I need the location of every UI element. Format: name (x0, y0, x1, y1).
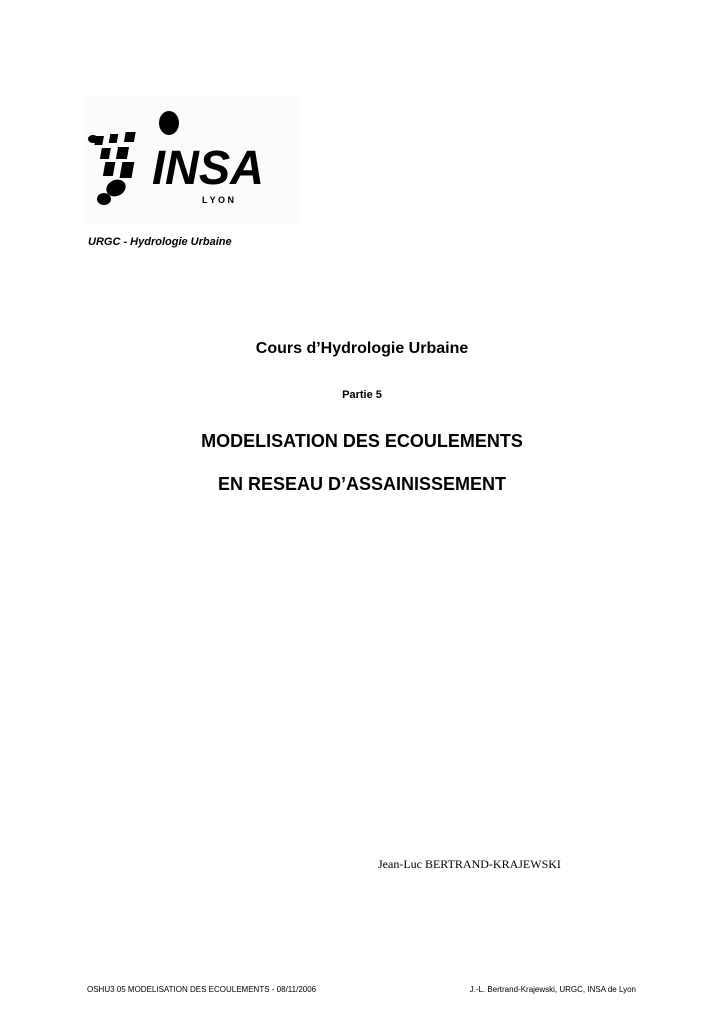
insa-lyon-logo (84, 96, 299, 224)
main-title-line-2: EN RESEAU D’ASSAINISSEMENT (217, 474, 507, 494)
part-number: Partie 5 (342, 389, 382, 401)
department-header: URGC - Hydrologie Urbaine (88, 236, 232, 248)
footer-author-credit: J.-L. Bertrand-Krajewski, URGC, INSA de Lyon (469, 985, 636, 994)
insa-logo-graphic (84, 96, 299, 224)
course-title: Cours d’Hydrologie Urbaine (255, 340, 469, 357)
author-name: Jean-Luc BERTRAND-KRAJEWSKI (378, 857, 561, 871)
main-title-line-1: MODELISATION DES ECOULEMENTS (201, 431, 523, 451)
footer-document-id: OSHU3 05 MODELISATION DES ECOULEMENTS - 08/11/2006 (87, 985, 317, 994)
insa-wordmark: INSA (152, 142, 264, 195)
lyon-subtitle: L Y O N (202, 195, 235, 205)
